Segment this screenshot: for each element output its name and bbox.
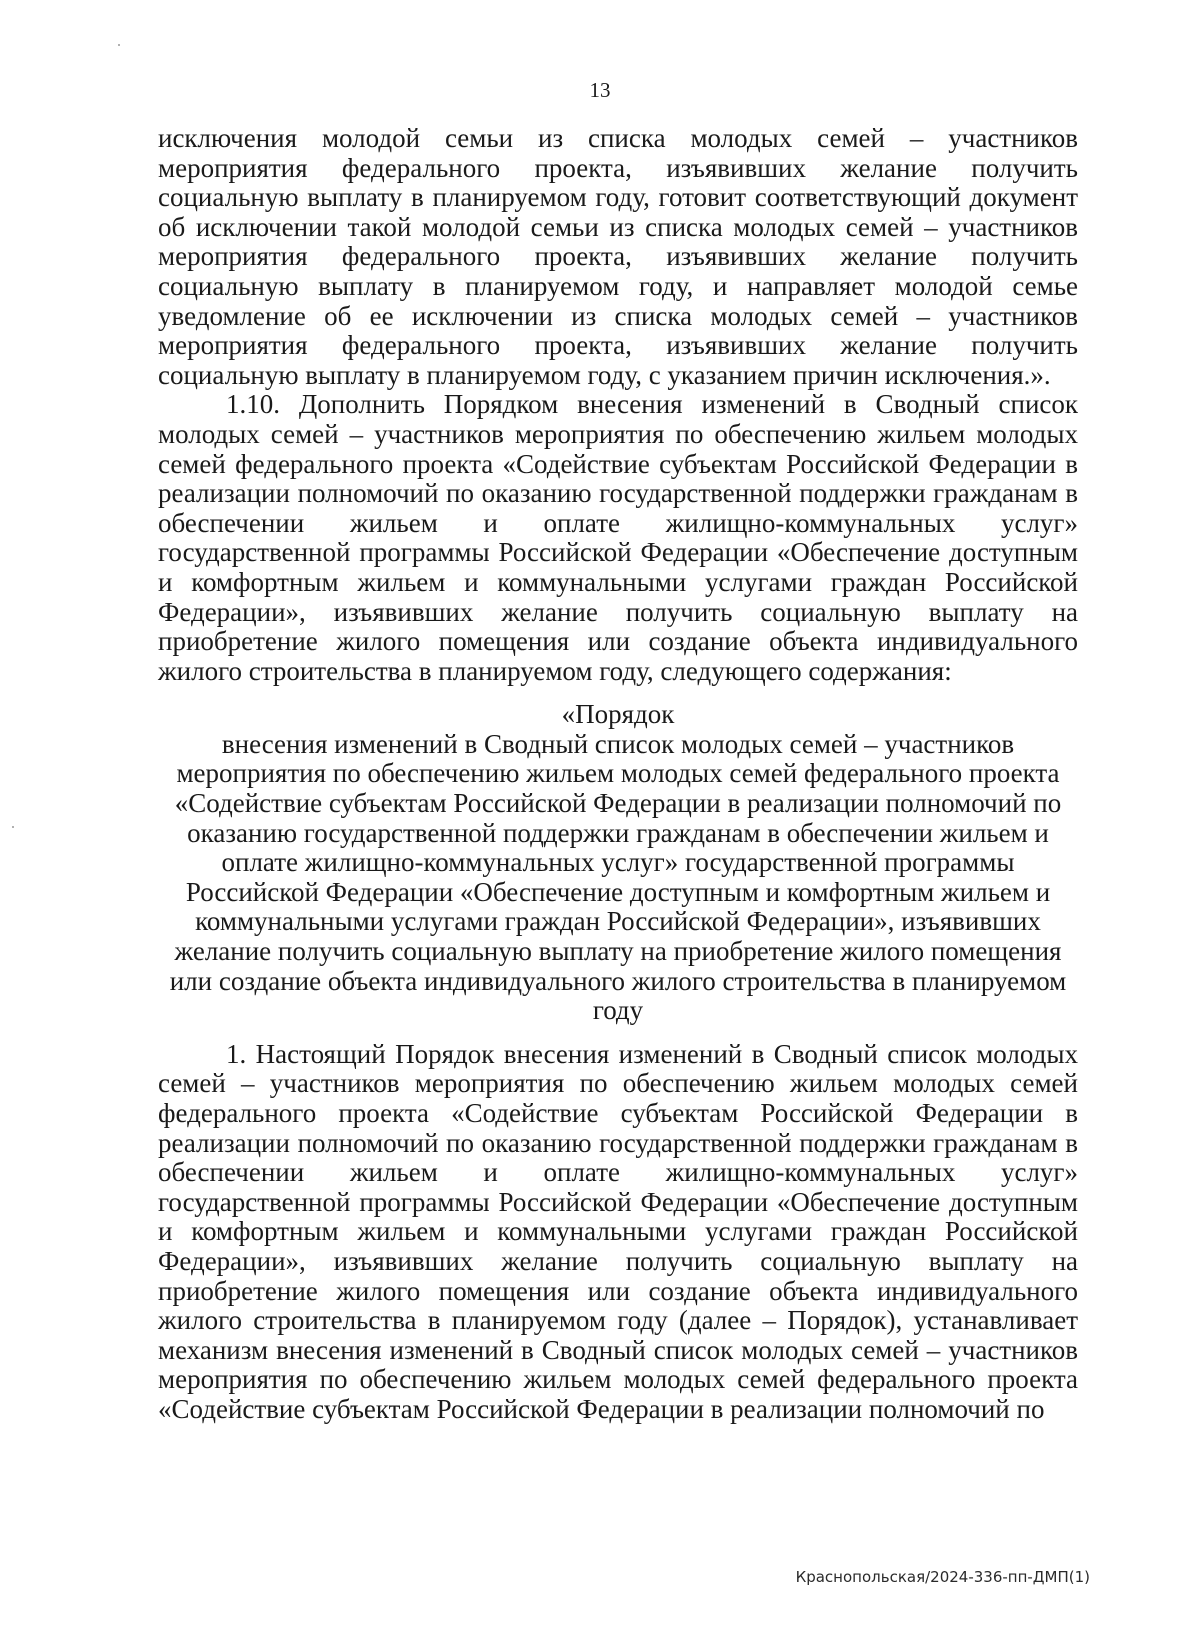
scan-speck [12,826,14,828]
paragraph-continuation: исключения молодой семьи из списка молодых семей – участников мероприятия федерального проекта, изъявивших желание получить социальную выплату в планируемом году, готовит соответствующий документ об исключении такой молодой семьи из списка молодых семей – участников мероприятия федерального проекта, изъявивших желание получить социальную выплату в планируемом году, и направляет молодой семье уведомление об ее исключении из списка молодых семей – участников мероприятия федерального проекта, изъявивших желание получить социальную выплату в планируемом году, с указанием причин исключения.». [158,123,1078,390]
paragraph-1-10: 1.10. Дополнить Порядком внесения изменений в Сводный список молодых семей – участников мероприятия по обеспечению жильем молодых семей федерального проекта «Содействие субъектам Российской Федерации в реализации полномочий по оказанию государственной поддержки гражданам в обеспечении жильем и оплате жилищно-коммунальных услуг» государственной программы Российской Федерации «Обеспечение доступным и комфортным жильем и коммунальными услугами граждан Российской Федерации», изъявивших желание получить социальную выплату на приобретение жилого помещения или создание объекта индивидуального жилого строительства в планируемом году, следующего содержания: [158,389,1078,686]
scan-speck [118,44,120,46]
procedure-title-text: внесения изменений в Сводный список молодых семей – участников мероприятия по обеспечению жильем молодых семей федерального проекта «Содействие субъектам Российской Федерации в реализации полномочий по оказанию государственной поддержки гражданам в обеспечении жильем и оплате жилищно-коммунальных услуг» государственной программы Российской Федерации «Обеспечение доступным и комфортным жильем и коммунальными услугами граждан Российской Федерации», изъявивших желание получить социальную выплату на приобретение жилого помещения или создание объекта индивидуального жилого строительства в планируемом году [169,728,1067,1026]
document-body [158,124,1078,1425]
page-number: 13 [589,78,611,102]
paragraph-1: 1. Настоящий Порядок внесения изменений в Сводный список молодых семей – участников мероприятия по обеспечению жильем молодых семей федерального проекта «Содействие субъектам Российской Федерации в реализации полномочий по оказанию государственной поддержки гражданам в обеспечении жильем и оплате жилищно-коммунальных услуг» государственной программы Российской Федерации «Обеспечение доступным и комфортным жильем и коммунальными услугами граждан Российской Федерации», изъявивших желание получить социальную выплату на приобретение жилого помещения или создание объекта индивидуального жилого строительства в планируемом году (далее – Порядок), устанавливает механизм внесения изменений в Сводный список молодых семей – участников мероприятия по обеспечению жильем молодых семей федерального проекта «Содействие субъектам Российской Федерации в реализации полномочий по [158,1038,1078,1424]
document-footer-code: Краснопольская/2024-336-пп-ДМП(1) [795,1568,1090,1586]
procedure-title-heading: «Порядок [561,699,675,730]
